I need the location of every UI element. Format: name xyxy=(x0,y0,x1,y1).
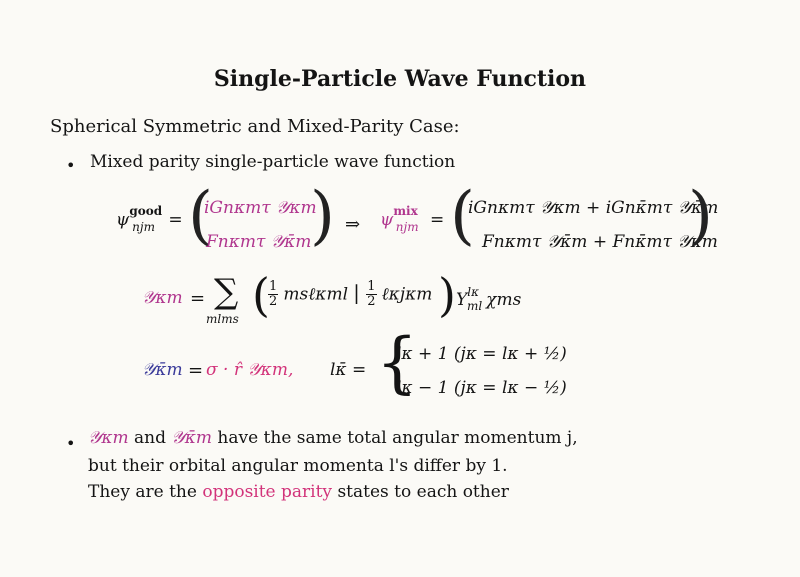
opposite-parity-highlight: opposite parity xyxy=(202,482,333,502)
slide-title: Single-Particle Wave Function xyxy=(213,66,587,92)
subtitle: Spherical Symmetric and Mixed-Parity Case: xyxy=(50,116,460,137)
lbar-case-2: lκ − 1 (jκ = lκ − ½) xyxy=(396,378,567,398)
psi-good-bottom: Fnκmτ 𝒴κ̄m xyxy=(206,232,312,252)
left-paren-icon: ( xyxy=(188,179,213,253)
bullet-2-line-1: 𝒴κm and 𝒴κ̄m have the same total angular momentum j, xyxy=(88,428,578,448)
psi-mix-symbol: $\psi^{mix}_{njm}$ = xyxy=(380,204,445,234)
spherical-harmonic: $Y^{l\kappa}_{ml}$ χms xyxy=(456,285,522,313)
bullet-dot-icon: • xyxy=(66,434,76,453)
lbar-lhs: lκ̄ = xyxy=(330,360,367,380)
bullet-2-line-2: but their orbital angular momenta l's differ by 1. xyxy=(88,456,508,476)
psi-good-top: iGnκmτ 𝒴κm xyxy=(204,198,317,218)
left-paren-icon: ( xyxy=(450,179,475,253)
right-paren-icon: ) xyxy=(688,179,713,253)
psi-mix-top: iGnκmτ 𝒴κm + iGnκ̄mτ 𝒴κ̄m xyxy=(468,198,719,218)
bullet-dot-icon: • xyxy=(66,156,76,175)
right-paren-icon: ) xyxy=(438,268,456,322)
cg-coefficient: $\frac{1}{2}$ msℓκml | $\frac{1}{2}$ ℓκjκm xyxy=(269,279,433,310)
ykm-lhs: 𝒴κm xyxy=(142,288,183,308)
equals-sign: = xyxy=(190,288,206,309)
ykbar-lhs: 𝒴κ̄m xyxy=(142,360,183,380)
bullet-1: Mixed parity single-particle wave function xyxy=(90,152,456,172)
psi-good-symbol: $\psi^{good}_{njm}$ = xyxy=(116,204,183,234)
bullet-2-line-3: They are the opposite parity states to each other xyxy=(88,482,509,502)
sum-index: mlms xyxy=(206,312,239,326)
sum-icon: ∑ xyxy=(214,272,239,312)
lbar-case-1: lκ + 1 (jκ = lκ + ½) xyxy=(396,344,567,364)
left-paren-icon: ( xyxy=(252,268,270,322)
right-paren-icon: ) xyxy=(310,179,335,253)
implies-arrow-icon: ⇒ xyxy=(345,214,361,235)
equals-sign: = xyxy=(188,360,204,381)
brace-icon: { xyxy=(376,324,418,401)
ykbar-rhs: σ · r̂ 𝒴κm, xyxy=(206,360,294,380)
psi-mix-bottom: Fnκmτ 𝒴κ̄m + Fnκ̄mτ 𝒴κm xyxy=(482,232,718,252)
